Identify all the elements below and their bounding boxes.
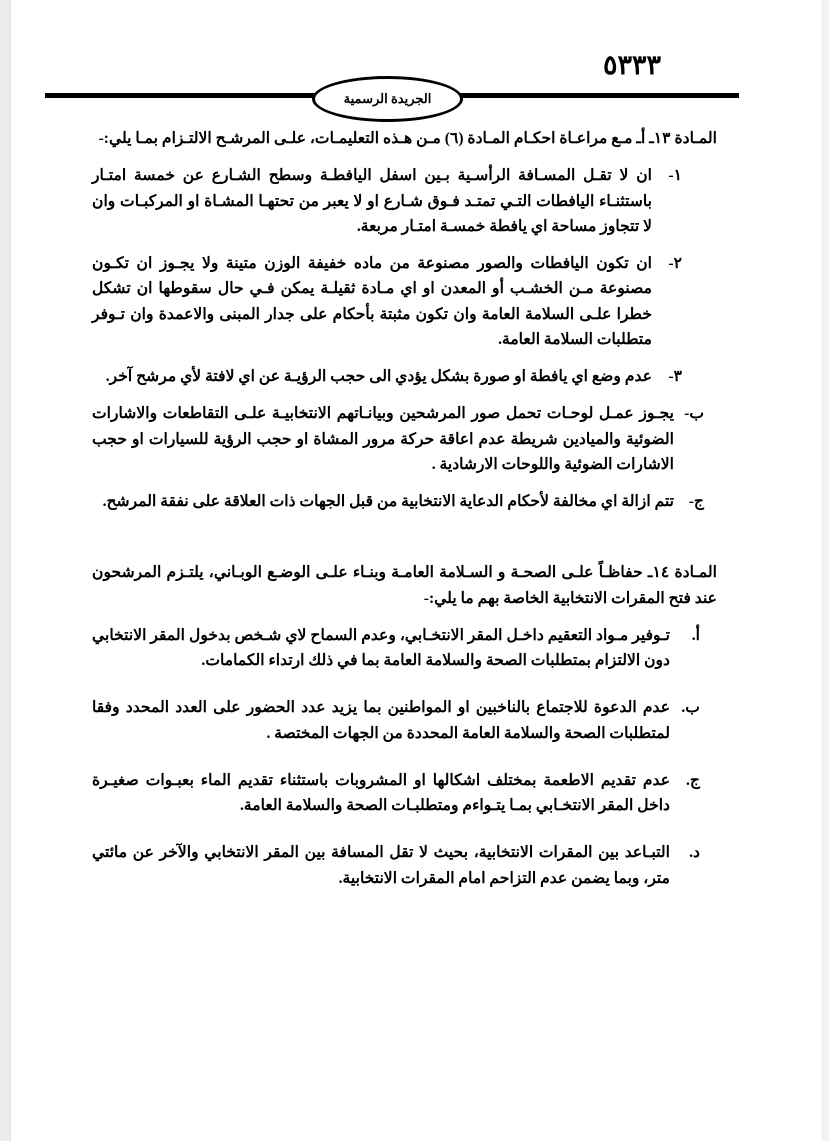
vertical-scrollbar-track[interactable]: [11, 0, 22, 1141]
article-14-item-c: [92, 768, 722, 819]
article-13-item-1: [92, 163, 722, 239]
list-marker: ج.: [686, 771, 700, 789]
list-text: التبـاعد بين المقرات الانتخابية، بحيث لا تقل المسافة بين المقر الانتخابي والآخر عن مائتي متر، وبما يضمن عدم التزاحم امام المقرات الانتخابية.: [92, 844, 670, 887]
document-body: [92, 126, 722, 903]
list-text: عدم الدعوة للاجتماع بالناخبين او المواطنين بما يزيد عدد الحضور على العدد المحدد وفقا لمتطلبات الصحة والسلامة العامة المحددة من الجهات المختصة .: [92, 699, 670, 742]
page-number: ٥٣٣٣: [602, 50, 661, 80]
article-13-item-2: [92, 251, 722, 352]
list-text: عدم تقديم الاطعمة بمختلف اشكالها او المشروبات باستثناء تقديم الماء بعبـوات صغيـرة داخل المقر الانتخـابي بمـا يتـواءم ومتطلبـات الصحة والسلامة العامة.: [92, 771, 670, 814]
list-marker: د.: [689, 844, 700, 862]
page-right-margin: [822, 0, 829, 1141]
item-separator: [92, 685, 722, 695]
list-marker: ج-: [688, 493, 704, 510]
list-marker: أ.: [691, 626, 700, 644]
list-text: يجـوز عمـل لوحـات تحمل صور المرشحين وبيانـاتهم الانتخابيـة علـى التقاطعات والاشارات الضوئية والميادين شريطة عدم اعاقة حركة مرور المشاة او حجب الرؤية للسيارات او حجب الاشارات الضوئية واللوحات الارشادية .: [92, 405, 674, 473]
article-13-heading: المـادة ١٣ـ أـ مـع مراعـاة احكـام المـادة (٦) مـن هـذه التعليمـات، علـى المرشـح الالتـزام بمـا يلي:-: [98, 130, 717, 147]
article-13-item-b: [92, 401, 722, 477]
list-marker: ب.: [681, 699, 700, 717]
gazette-seal: [312, 76, 463, 122]
list-text: تـوفير مـواد التعقيم داخـل المقر الانتخـابي، وعدم السماح لاي شـخص بدخول المقر الانتخابي دون الالتزام بمتطلبات الصحة والسلامة العامة بما في ذلك ارتداء الكمامات.: [92, 626, 670, 669]
list-marker: ٢-: [668, 255, 682, 272]
article-13-item-3: [92, 364, 722, 389]
item-separator: [92, 758, 722, 768]
list-marker: ٣-: [668, 368, 682, 385]
list-marker: ب-: [684, 405, 704, 423]
article-13-item-c: [92, 489, 722, 514]
list-text: تتم ازالة اي مخالفة لأحكام الدعاية الانتخابية من قبل الجهات ذات العلاقة على نفقة المرشح.: [102, 493, 674, 510]
running-head: [22, 52, 822, 110]
list-marker: ١-: [668, 167, 682, 185]
list-text: ان تكون اليافطات والصور مصنوعة من ماده خفيفة الوزن متينة ولا يجـوز ان تكـون مصنوعة مـن الخشـب أو المعدن او اي مـادة ثقيلـة يمكن فـي حال سقوطها ان تشكل خطرا علـى السلامة العامة وان تكون مثبتة بأحكام على جدار المبنى والاعمدة وان تـوفر متطلبات السلامة العامة.: [92, 255, 652, 348]
article-14-heading: المـادة ١٤ـ حفاظـاً علـى الصحـة و السـلامة العامـة وبنـاء علـى الوضـع الوبـاني، يلتـزم المرشحون عند فتح المقرات الانتخابية الخاصة بهم ما يلي:-: [92, 564, 717, 607]
list-text: ان لا تقـل المسـافة الرأسـية بـين اسفل اليافطـة وسطح الشـارع عن خمسة امتـار باستثنـاء اليافطات التـي تمتـد فـوق شـارع او لا يعبر من تحتهـا المشـاة او المركبـات وان لا تتجاوز مساحة اي يافطة خمسـة امتـار مربعة.: [92, 167, 652, 235]
gazette-seal-label: الجريدة الرسمية: [343, 91, 432, 106]
article-separator: [92, 526, 722, 560]
item-separator: [92, 830, 722, 840]
article-14-item-a: [92, 623, 722, 674]
article-14-item-d: [92, 840, 722, 891]
document-page: [22, 0, 822, 1141]
article-14-item-b: [92, 695, 722, 746]
page-left-margin: [0, 0, 11, 1141]
list-text: عدم وضع اي يافطة او صورة بشكل يؤدي الى حجب الرؤيـة عن اي لافتة لأي مرشح آخر.: [105, 368, 652, 385]
